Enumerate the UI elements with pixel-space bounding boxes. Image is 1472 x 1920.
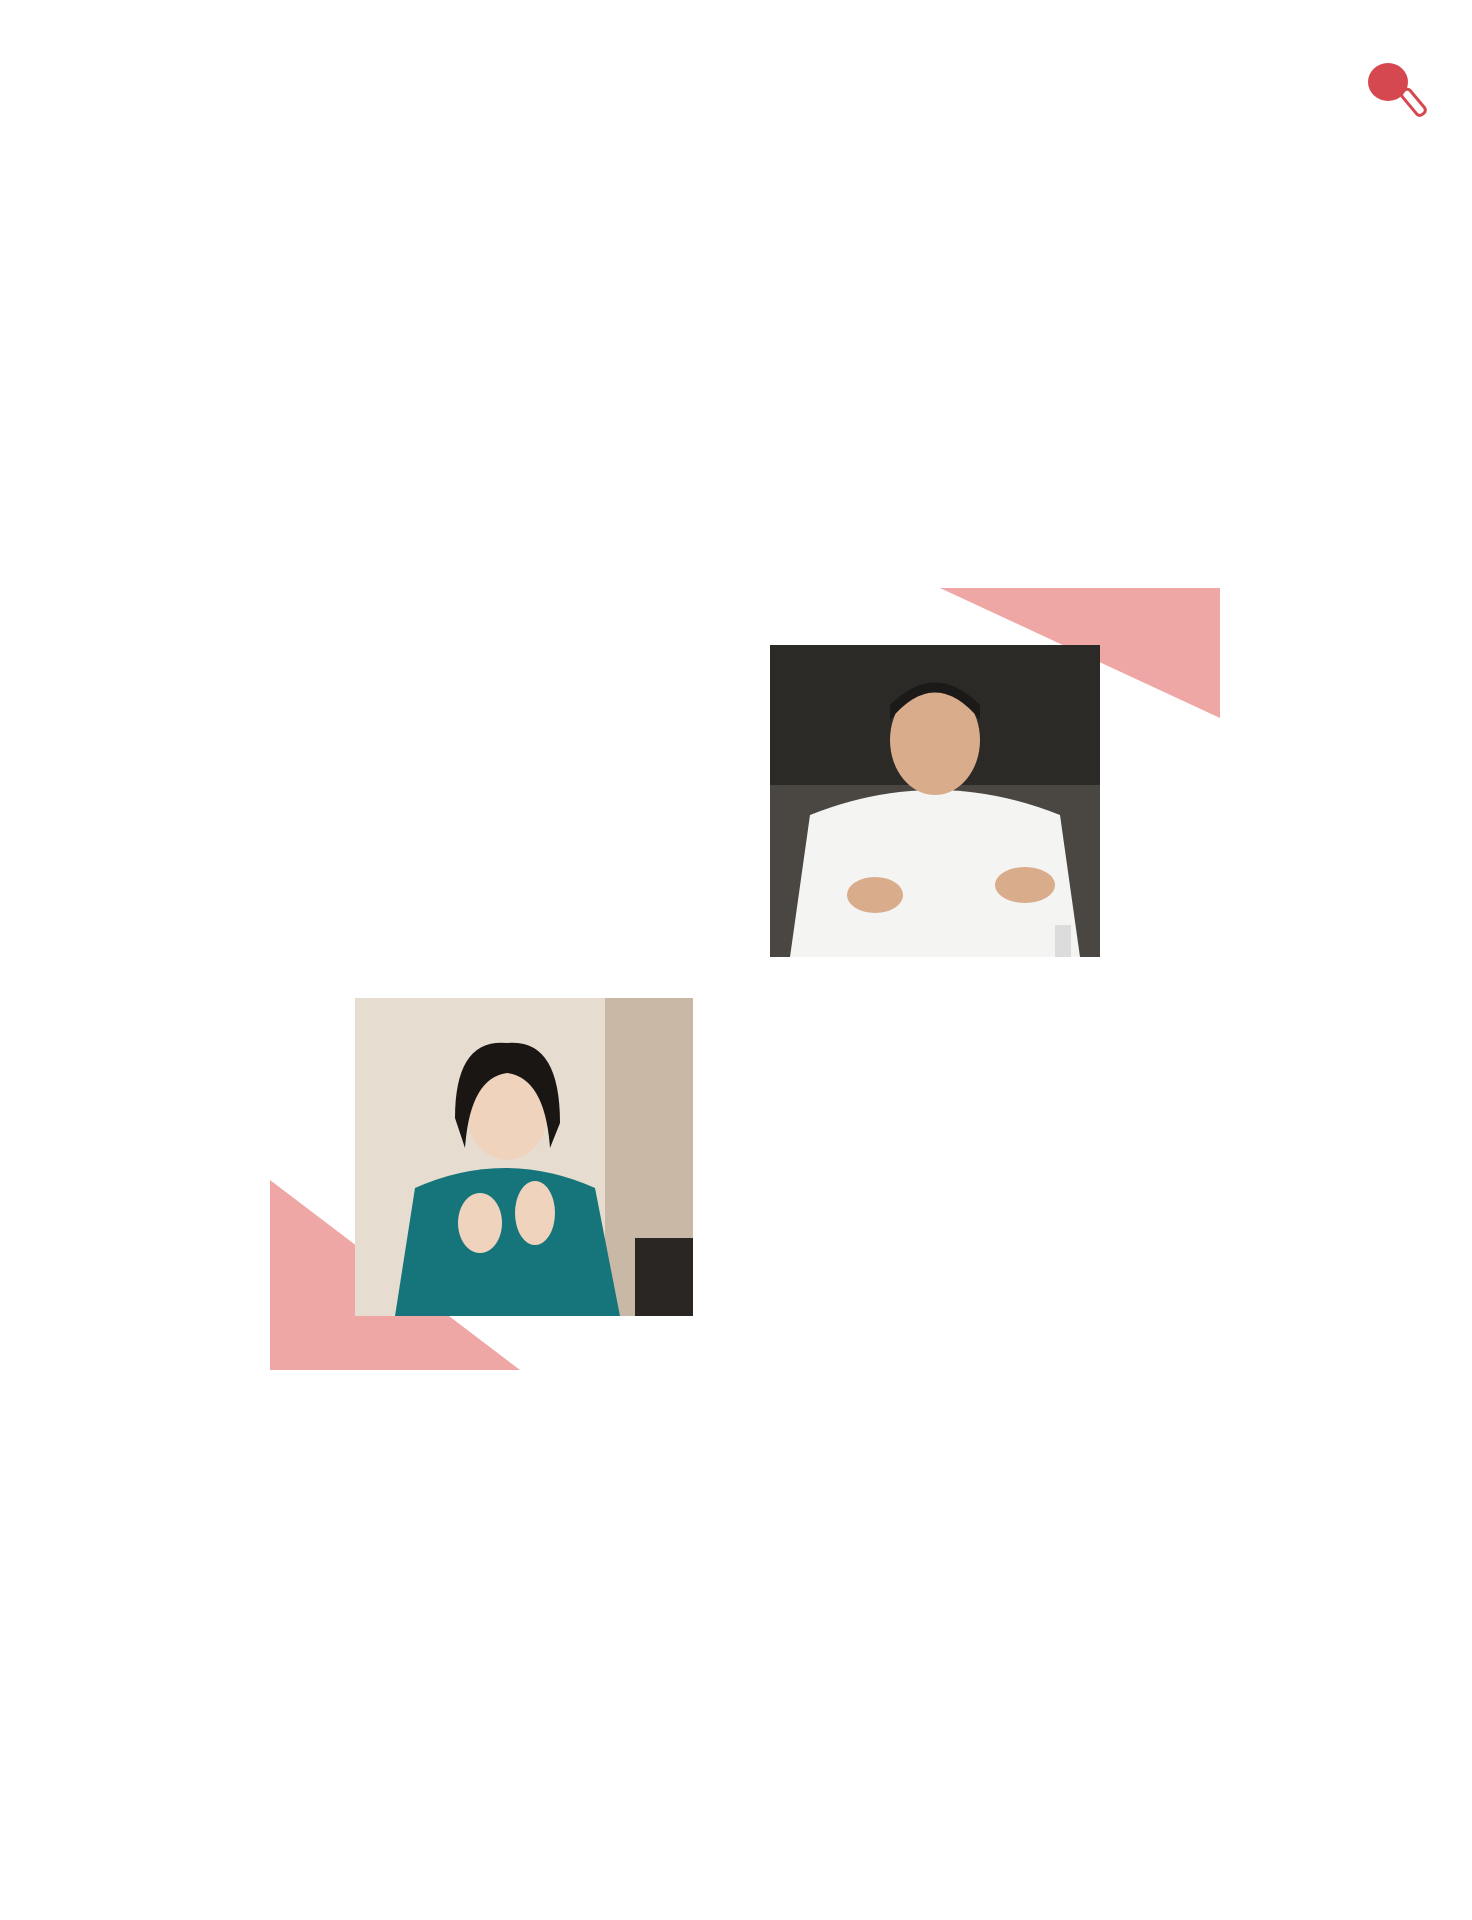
kiyomiya-photo xyxy=(770,645,1100,957)
article-mid-section xyxy=(100,568,560,960)
kiyomiya-photo-image xyxy=(770,645,1100,957)
ishikawa-photo-image xyxy=(355,998,693,1316)
ishikawa-photo xyxy=(355,998,693,1316)
article-right-mid-section xyxy=(708,995,1368,1405)
ping-pong-paddle-icon xyxy=(1366,58,1428,126)
article-top-section xyxy=(368,126,1368,536)
article-bottom-section xyxy=(68,1428,1368,1808)
